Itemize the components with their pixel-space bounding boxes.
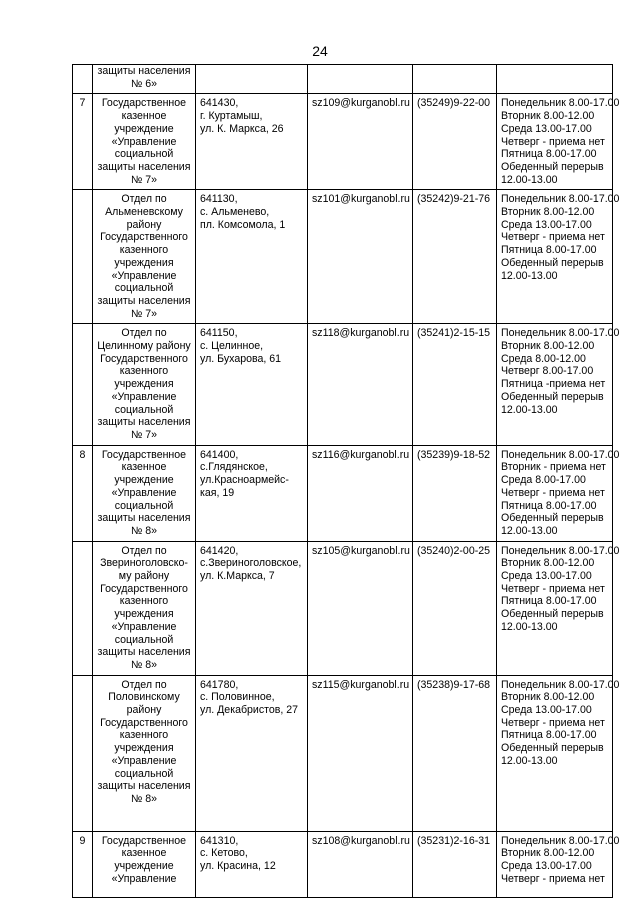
schedule-line: Пятница -приема нет xyxy=(501,378,606,391)
institution-name xyxy=(93,445,196,541)
phone-cell: (35242)9-21-76 xyxy=(413,190,497,324)
schedule-line: Среда 13.00-17.00 xyxy=(501,860,592,873)
name-line: району xyxy=(126,218,162,231)
address-line: кая, 19 xyxy=(200,486,235,499)
name-line: № 8» xyxy=(130,792,158,805)
table-row xyxy=(73,541,613,675)
name-line: Государственное xyxy=(101,448,187,461)
name-line: «Управление xyxy=(111,135,177,148)
institution-name xyxy=(93,190,196,324)
table-row xyxy=(73,831,613,897)
schedule-line: Обеденный перерыв xyxy=(501,256,604,269)
name-line: защиты населения xyxy=(97,512,191,525)
name-line: учреждения xyxy=(114,608,174,621)
name-line: «Управление xyxy=(111,754,177,767)
row-number xyxy=(73,324,93,445)
address-cell xyxy=(196,65,308,94)
email-cell xyxy=(308,65,413,94)
schedule-line: Понедельник 8.00-17.00 xyxy=(501,97,620,110)
name-line: казенного xyxy=(119,595,169,608)
schedule-line: Вторник 8.00-12.00 xyxy=(501,340,595,353)
name-line: казенного xyxy=(119,729,169,742)
institution-name xyxy=(93,324,196,445)
name-line: защиты населения xyxy=(97,646,191,659)
schedule-cell xyxy=(497,541,620,675)
name-line: Отдел по xyxy=(121,678,167,691)
schedule-line: Четверг - приема нет xyxy=(501,582,605,595)
name-line: Государственного xyxy=(100,352,188,365)
schedule-line: Четверг - приема нет xyxy=(501,872,605,885)
schedule-line: Понедельник 8.00-17.00 xyxy=(501,678,620,691)
schedule-line: Вторник 8.00-12.00 xyxy=(501,206,595,219)
name-line: защиты населения xyxy=(97,294,191,307)
schedule-line: Обеденный перерыв xyxy=(501,512,604,525)
row-number: 9 xyxy=(73,831,93,897)
name-line: «Управление xyxy=(111,872,177,885)
schedule-line: 12.00-13.00 xyxy=(501,754,558,767)
address-line: пл. Комсомола, 1 xyxy=(200,218,286,231)
institution-name xyxy=(93,675,196,831)
name-line: Половинскому xyxy=(108,691,180,704)
row-number xyxy=(73,190,93,324)
schedule-cell xyxy=(497,65,613,94)
address-cell xyxy=(196,190,308,324)
phone-cell: (35249)9-22-00 xyxy=(413,94,497,190)
email-cell: sz118@kurganobl.ru xyxy=(308,324,413,445)
name-line: му району xyxy=(118,570,170,583)
address-cell xyxy=(196,541,308,675)
phone-cell xyxy=(413,65,497,94)
email-cell: sz115@kurganobl.ru xyxy=(308,675,413,831)
address-line: ул. Красина, 12 xyxy=(200,860,276,873)
name-line: казенного xyxy=(119,244,169,257)
name-line: Альменевскому xyxy=(105,206,183,219)
schedule-cell xyxy=(497,831,620,897)
address-line: с. Кетово, xyxy=(200,847,248,860)
schedule-line: Обеденный перерыв xyxy=(501,608,604,621)
schedule-line: Среда 13.00-17.00 xyxy=(501,570,592,583)
institution-name xyxy=(93,94,196,190)
address-line: 641430, xyxy=(200,97,239,110)
name-line: Государственное xyxy=(101,834,187,847)
table-row xyxy=(73,675,613,831)
schedule-line: Обеденный перерыв xyxy=(501,742,604,755)
schedule-line: Пятница 8.00-17.00 xyxy=(501,729,597,742)
address-cell xyxy=(196,675,308,831)
address-line: с.Глядянское, xyxy=(200,461,268,474)
schedule-line: Четверг - приема нет xyxy=(501,716,605,729)
schedule-line: Понедельник 8.00-17.00 xyxy=(501,448,620,461)
address-line: ул. К.Маркса, 7 xyxy=(200,570,275,583)
offices-table xyxy=(72,64,620,898)
schedule-line: Четверг 8.00-17.00 xyxy=(501,365,594,378)
schedule-line: Пятница 8.00-17.00 xyxy=(501,595,597,608)
schedule-line: Среда 13.00-17.00 xyxy=(501,704,592,717)
name-line: Звериноголовско- xyxy=(100,557,188,570)
address-line: с. Половинное, xyxy=(200,691,275,704)
schedule-line: Вторник 8.00-12.00 xyxy=(501,691,595,704)
schedule-line: Пятница 8.00-17.00 xyxy=(501,499,597,512)
phone-cell: (35241)2-15-15 xyxy=(413,324,497,445)
institution-name xyxy=(93,541,196,675)
table-row xyxy=(73,65,613,94)
name-line: казенное xyxy=(121,847,167,860)
name-line: учреждение xyxy=(114,122,174,135)
name-line: казенное xyxy=(121,461,167,474)
address-cell xyxy=(196,831,308,897)
name-line: «Управление xyxy=(111,620,177,633)
schedule-cell xyxy=(497,94,620,190)
row-number xyxy=(73,541,93,675)
name-line: социальной xyxy=(114,148,174,161)
schedule-line: Среда 13.00-17.00 xyxy=(501,218,592,231)
name-line: социальной xyxy=(114,282,174,295)
name-line: защиты населения xyxy=(97,160,191,173)
schedule-line: Обеденный перерыв xyxy=(501,390,604,403)
table-row xyxy=(73,445,613,541)
address-line: 641310, xyxy=(200,834,239,847)
schedule-line: 12.00-13.00 xyxy=(501,620,558,633)
row-number xyxy=(73,65,93,94)
address-line: г. Куртамыш, xyxy=(200,110,263,123)
name-line: социальной xyxy=(114,403,174,416)
name-line: Государственное xyxy=(101,97,187,110)
name-line: Государственного xyxy=(100,231,188,244)
email-cell: sz109@kurganobl.ru xyxy=(308,94,413,190)
name-line: Отдел по xyxy=(121,544,167,557)
name-line: социальной xyxy=(114,499,174,512)
address-line: 641150, xyxy=(200,327,238,340)
row-number: 8 xyxy=(73,445,93,541)
name-line: № 8» xyxy=(130,524,158,537)
email-cell: sz105@kurganobl.ru xyxy=(308,541,413,675)
name-line: «Управление xyxy=(111,390,177,403)
name-line: казенное xyxy=(121,110,167,123)
row-number xyxy=(73,675,93,831)
schedule-line: 12.00-13.00 xyxy=(501,173,558,186)
schedule-cell xyxy=(497,324,620,445)
schedule-line: Понедельник 8.00-17.00 xyxy=(501,834,620,847)
name-line: учреждение xyxy=(114,474,174,487)
email-cell: sz116@kurganobl.ru xyxy=(308,445,413,541)
name-line: «Управление xyxy=(111,269,177,282)
name-line: учреждения xyxy=(114,378,174,391)
name-line: защиты населения xyxy=(97,416,191,429)
name-line: Государственного xyxy=(100,582,188,595)
address-line: 641400, xyxy=(200,448,239,461)
name-line: учреждения xyxy=(114,256,174,269)
schedule-line: 12.00-13.00 xyxy=(501,524,558,537)
name-line: защиты населения xyxy=(97,780,191,793)
address-line: ул. К. Маркса, 26 xyxy=(200,122,284,135)
name-line: Отдел по xyxy=(121,327,167,340)
phone-cell: (35240)2-00-25 xyxy=(413,541,497,675)
schedule-line: Понедельник 8.00-17.00 xyxy=(501,544,620,557)
name-line: Государственного xyxy=(100,716,188,729)
name-line: Отдел по xyxy=(121,193,167,206)
schedule-cell xyxy=(497,190,620,324)
phone-cell: (35231)2-16-31 xyxy=(413,831,497,897)
phone-cell: (35239)9-18-52 xyxy=(413,445,497,541)
name-line: району xyxy=(126,704,162,717)
row-number: 7 xyxy=(73,94,93,190)
address-line: ул.Красноармейс- xyxy=(200,474,289,487)
table-row xyxy=(73,190,613,324)
address-line: с.Звериноголовское, xyxy=(200,557,302,570)
schedule-line: Вторник 8.00-12.00 xyxy=(501,110,595,123)
name-line: учреждение xyxy=(114,860,174,873)
schedule-line: Среда 8.00-12.00 xyxy=(501,352,586,365)
schedule-line: Пятница 8.00-17.00 xyxy=(501,244,597,257)
address-line: ул. Декабристов, 27 xyxy=(200,704,299,717)
schedule-line: Понедельник 8.00-17.00 xyxy=(501,327,620,340)
schedule-cell xyxy=(497,675,620,831)
schedule-line: Четверг - приема нет xyxy=(501,486,605,499)
name-line: № 7» xyxy=(130,307,158,320)
table-row xyxy=(73,324,613,445)
name-line: учреждения xyxy=(114,742,174,755)
schedule-line: Вторник 8.00-12.00 xyxy=(501,557,595,570)
name-line: казенного xyxy=(119,365,169,378)
name-line: Целинному району xyxy=(97,340,191,353)
address-cell xyxy=(196,324,308,445)
schedule-line: Понедельник 8.00-17.00 xyxy=(501,193,620,206)
address-cell xyxy=(196,94,308,190)
institution-name xyxy=(93,831,196,897)
address-line: 641130, xyxy=(200,193,238,206)
schedule-line: 12.00-13.00 xyxy=(501,403,558,416)
name-line: № 6» xyxy=(130,77,158,90)
name-line: социальной xyxy=(114,633,174,646)
schedule-line: Обеденный перерыв xyxy=(501,160,604,173)
schedule-line: Четверг - приема нет xyxy=(501,231,605,244)
phone-cell: (35238)9-17-68 xyxy=(413,675,497,831)
schedule-line: Пятница 8.00-17.00 xyxy=(501,148,597,161)
name-line: № 7» xyxy=(130,428,158,441)
institution-name xyxy=(93,65,196,94)
table-row xyxy=(73,94,613,190)
schedule-line: 12.00-13.00 xyxy=(501,269,558,282)
email-cell: sz108@kurganobl.ru xyxy=(308,831,413,897)
address-line: 641780, xyxy=(200,678,239,691)
schedule-line: Вторник - приема нет xyxy=(501,461,606,474)
address-line: ул. Бухарова, 61 xyxy=(200,352,282,365)
name-line: № 7» xyxy=(130,173,158,186)
schedule-line: Вторник 8.00-12.00 xyxy=(501,847,595,860)
email-cell: sz101@kurganobl.ru xyxy=(308,190,413,324)
address-line: с. Целинное, xyxy=(200,340,264,353)
page-number: 24 xyxy=(312,43,328,59)
name-line: «Управление xyxy=(111,486,177,499)
schedule-line: Четверг - приема нет xyxy=(501,135,605,148)
schedule-line: Среда 8.00-17.00 xyxy=(501,474,586,487)
schedule-line: Среда 13.00-17.00 xyxy=(501,122,592,135)
address-line: с. Альменево, xyxy=(200,206,270,219)
schedule-cell xyxy=(497,445,620,541)
address-line: 641420, xyxy=(200,544,239,557)
address-cell xyxy=(196,445,308,541)
name-line: защиты населения xyxy=(97,65,191,77)
name-line: социальной xyxy=(114,767,174,780)
name-line: № 8» xyxy=(130,658,158,671)
